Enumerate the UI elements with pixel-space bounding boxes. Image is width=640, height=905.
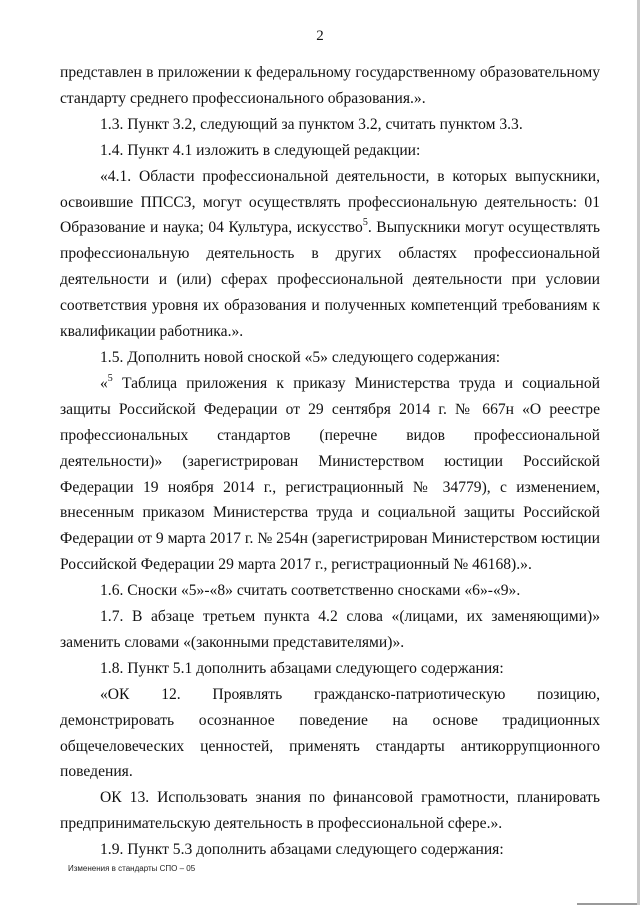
paragraph-text: «4.1. Области профессиональной деятельности, в которых выпускники, освоившие ППССЗ, могут осуществлять профессиональную деятельность: 01 Образование и наука; 04 Культура, искусство [60,167,600,237]
paragraph-text: 1.5. Дополнить новой сноской «5» следующего содержания: [100,348,501,366]
footnote-marker: 5 [107,372,113,384]
paragraph-1-5 [60,345,600,371]
paragraph-text: ОК 13. Использовать знания по финансовой грамотности, планировать предпринимательскую деятельность в профессиональной сфере.». [60,789,600,833]
paragraph-1-9 [60,837,600,863]
page-number: 2 [316,28,324,44]
paragraph-1-3 [60,112,600,138]
paragraph-text: Таблица приложения к приказу Министерства труда и социальной защиты Российской Федерации от 29 сентября 2014 г. № 667н «О реестре профессиональных стандартов (перечне видов профессиональной деятельности)» (зарегистрирован Министерством юстиции Российской Федерации 19 ноября 2014 г., регистрационный № 34779), с изменением, внесенным приказом Министерства труда и социальной защиты Российской Федерации от 9 марта 2017 г. № 254н (зарегистрирован Министерством юстиции Российской Федерации 29 марта 2017 г., регистрационный № 46168).». [60,374,600,574]
paragraph-text: 1.4. Пункт 4.1 изложить в следующей редакции: [100,141,421,159]
paragraph-1-4 [60,138,600,164]
paragraph-1-7 [60,604,600,656]
paragraph-text: 1.9. Пункт 5.3 дополнить абзацами следующего содержания: [100,841,504,859]
paragraph-text: . Выпускники могут осуществлять профессиональную деятельность в других областях профессиональной деятельности и (или) сферах профессиональной деятельности при условии соответствия уровня их образования и полученных компетенций требованиям к квалификации работника.». [60,219,600,341]
paragraph-text: 1.6. Сноски «5»-«8» считать соответственно сносками «6»-«9». [100,582,521,600]
paragraph-4-1-quote [60,164,600,345]
paragraph-ok-13 [60,785,600,837]
paragraph-ok-12 [60,682,600,786]
paragraph-1-6 [60,578,600,604]
paragraph-text: 1.3. Пункт 3.2, следующий за пунктом 3.2, считать пунктом 3.3. [100,115,523,133]
footnote-marker: 5 [362,217,368,229]
document-body [60,60,600,863]
paragraph-continuation [60,60,600,112]
footer-note: Изменения в стандарты СПО – 05 [68,864,196,873]
paragraph-text: 1.8. Пункт 5.1 дополнить абзацами следующего содержания: [100,659,504,677]
paragraph-text: « [100,374,108,392]
paragraph-text: «ОК 12. Проявлять гражданско-патриотическую позицию, демонстрировать осознанное поведение на основе традиционных общечеловеческих ценностей, применять стандарты антикоррупционного поведения. [60,685,600,781]
paragraph-footnote-5-quote [60,371,600,578]
paragraph-text: представлен в приложении к федеральному государственному образовательному стандарту среднего профессионального образования.». [60,64,600,107]
paragraph-text: 1.7. В абзаце третьем пункта 4.2 слова «(лицами, их заменяющими)» заменить словами «(законными представителями)». [60,608,600,651]
paragraph-1-8 [60,656,600,682]
